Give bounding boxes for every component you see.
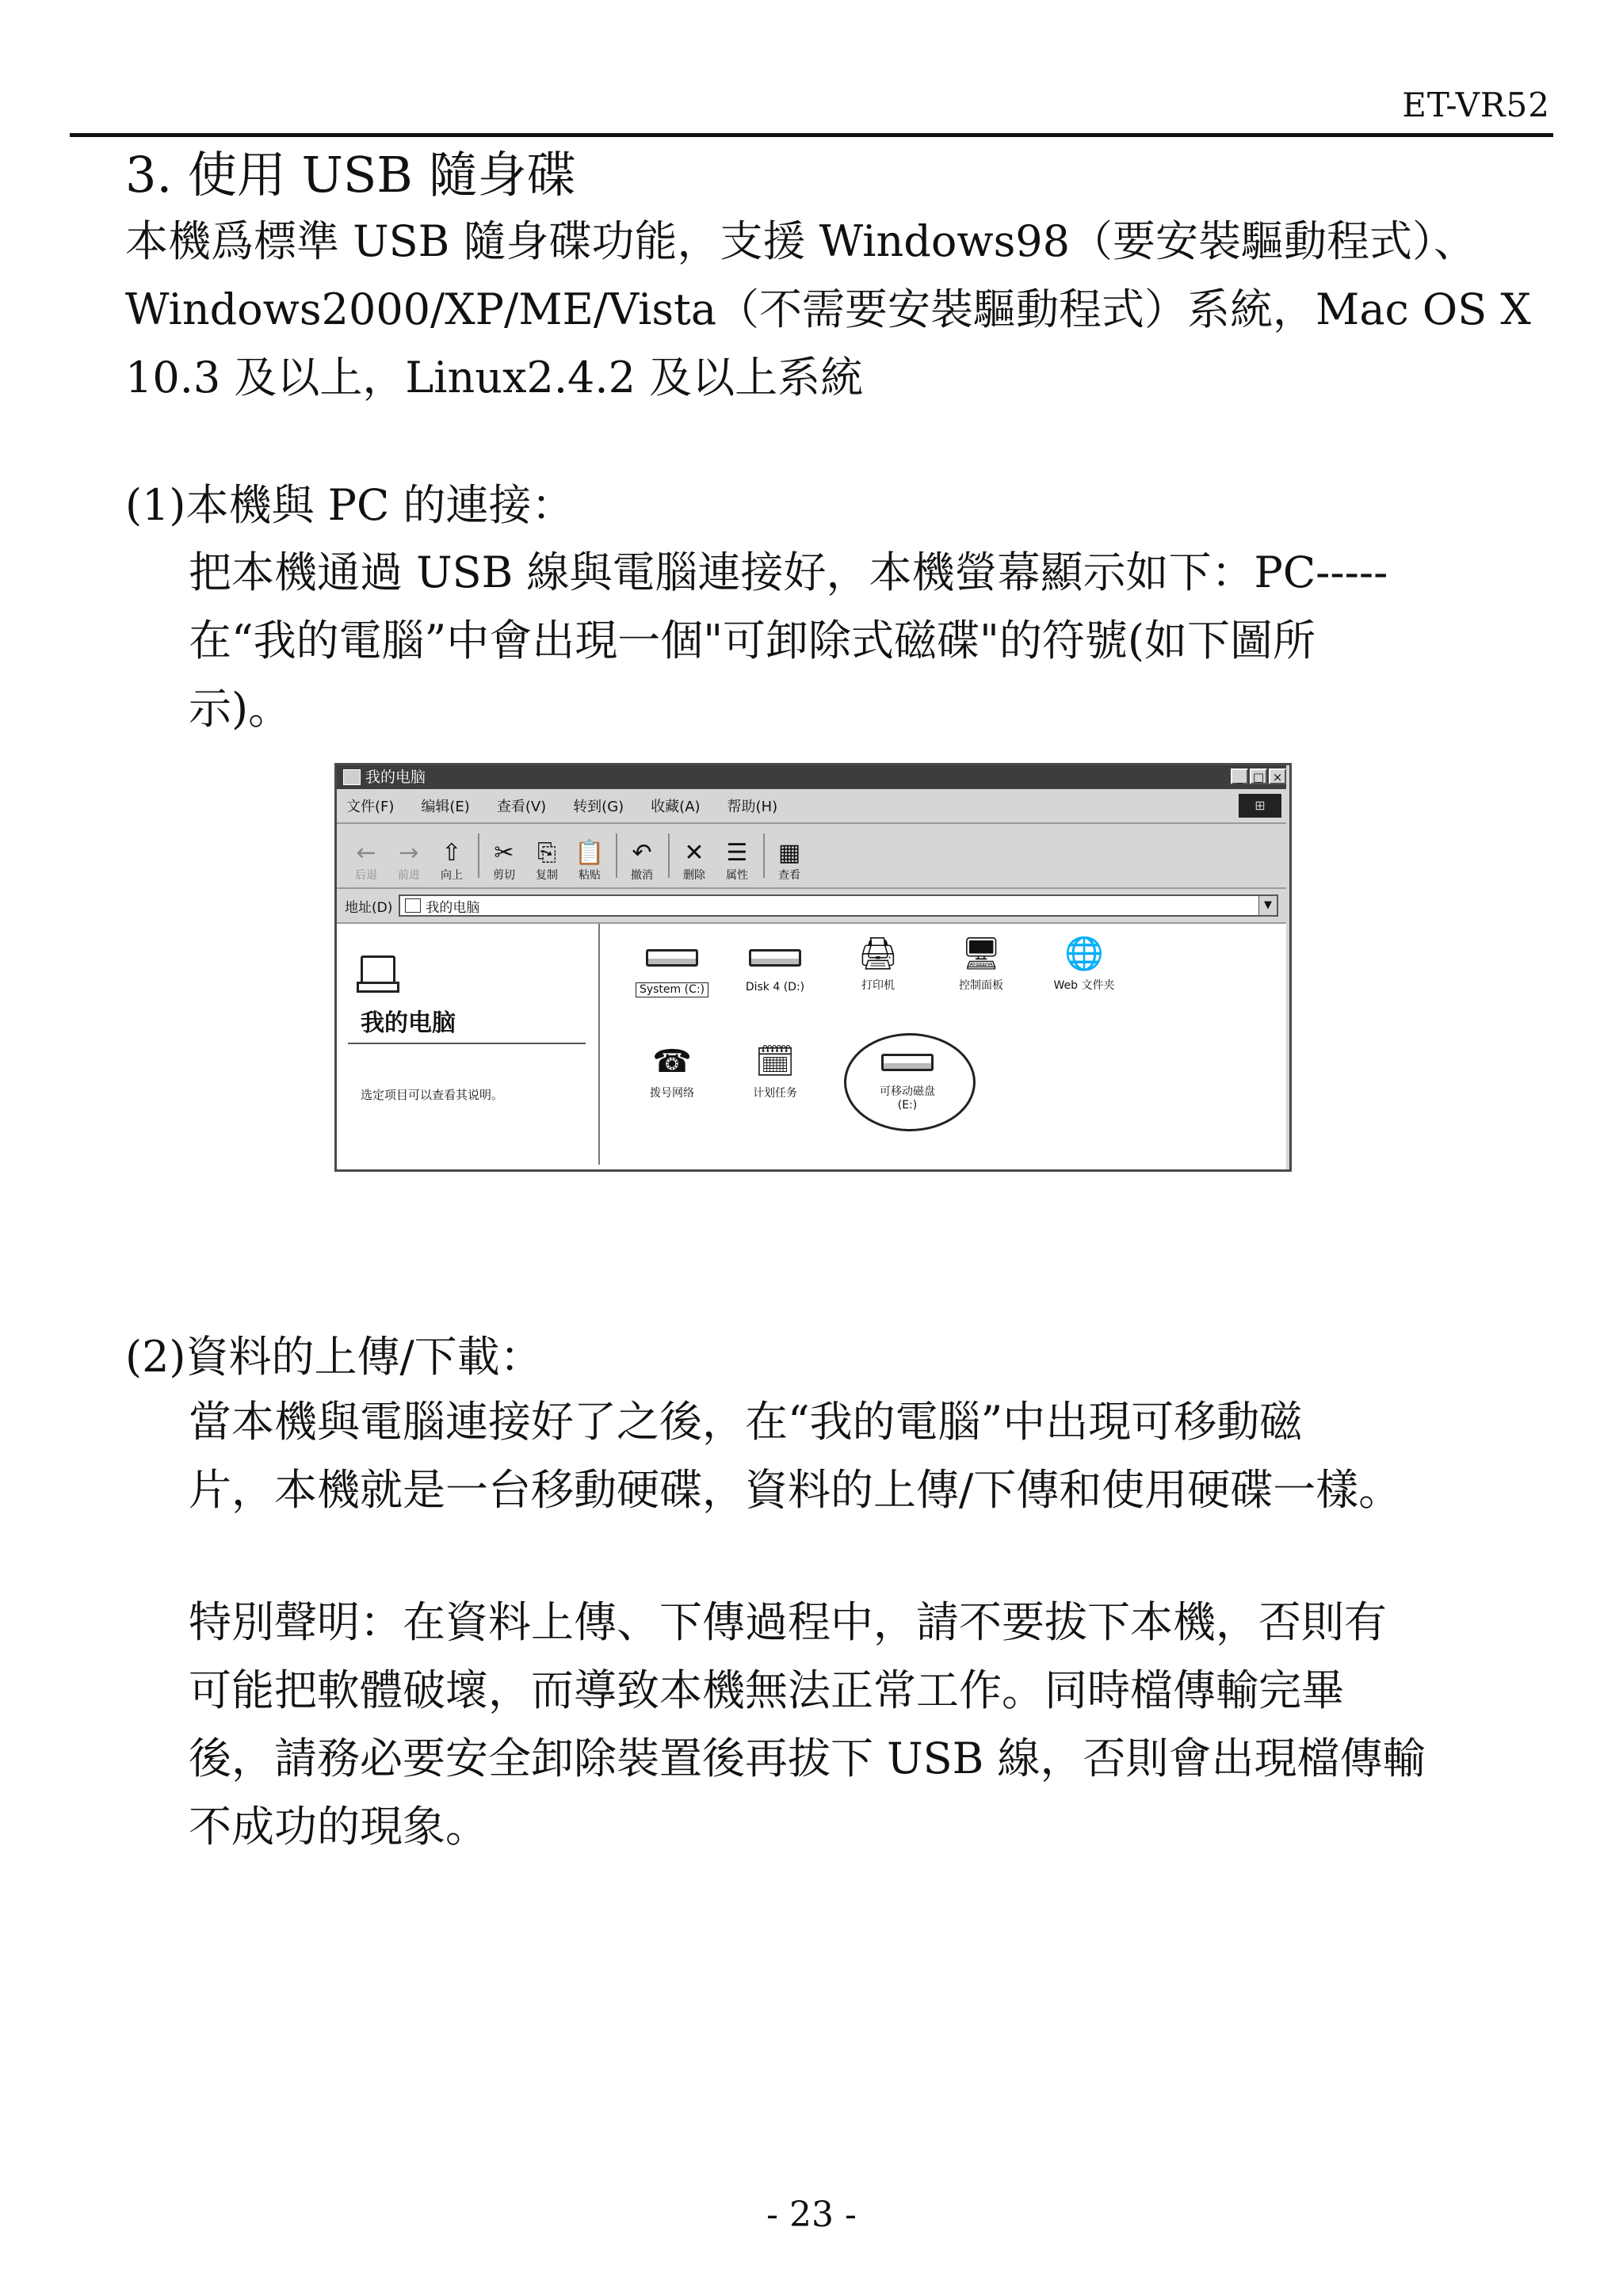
drive-d-label: Disk 4 (D:) [745, 981, 805, 994]
info-panel [337, 924, 600, 1165]
scissors-icon: ✂ [494, 839, 514, 867]
forward-button[interactable] [391, 838, 427, 883]
forward-label: 前进 [398, 869, 420, 882]
printers-item[interactable] [831, 935, 926, 993]
properties-button[interactable] [719, 838, 755, 883]
web-folder-icon: 🌐 [1064, 936, 1104, 972]
copy-icon: ⎘ [537, 839, 556, 867]
toolbar-separator [763, 833, 765, 878]
intro-line: 10.3 及以上，Linux2.4.2 及以上系統 [125, 353, 864, 402]
hard-drive-icon [749, 949, 801, 967]
cut-button[interactable] [486, 838, 522, 883]
notice-line: 不成功的現象。 [189, 1802, 488, 1852]
window-title: 我的电脑 [365, 769, 426, 786]
dial-up-item[interactable] [624, 1043, 720, 1100]
close-button[interactable]: × [1269, 769, 1286, 784]
notice-line: 可能把軟體破壞，而導致本機無法正常工作。同時檔傳輸完畢 [189, 1665, 1344, 1715]
menu-go[interactable]: 转到(G) [573, 799, 624, 815]
step2-line: 當本機與電腦連接好了之後，在“我的電腦”中出現可移動磁 [189, 1397, 1303, 1447]
scheduled-tasks-item[interactable] [727, 1043, 823, 1100]
menu-help[interactable]: 帮助(H) [727, 799, 778, 815]
toolbar-separator [478, 833, 479, 878]
undo-icon: ↶ [632, 839, 652, 867]
my-computer-screenshot [334, 763, 1292, 1172]
window-content [337, 924, 1289, 1165]
address-input[interactable] [399, 894, 1278, 917]
paste-button[interactable] [571, 838, 608, 883]
step1-heading: (1)本機與 PC 的連接： [125, 480, 575, 530]
step2-body [189, 1388, 1401, 1524]
back-label: 后退 [355, 869, 377, 882]
step1-line: 把本機通過 USB 線與電腦連接好，本機螢幕顯示如下：PC----- [189, 547, 1388, 597]
views-grid-icon: ▦ [777, 839, 801, 867]
windows-logo-icon: ⊞ [1239, 794, 1281, 818]
control-panel-item[interactable] [934, 935, 1029, 993]
notice-paragraph [189, 1589, 1426, 1861]
section-title: 3. 使用 USB 隨身碟 [125, 146, 576, 204]
web-folders-label: Web 文件夹 [1053, 979, 1115, 992]
address-label: 地址(D) [345, 899, 393, 916]
computer-icon [361, 955, 395, 984]
removable-disk-letter: (E:) [897, 1099, 918, 1112]
drive-c-item[interactable] [624, 938, 720, 997]
step2-line: 片，本機就是一台移動硬碟，資料的上傳/下傳和使用硬碟一樣。 [189, 1465, 1402, 1515]
header-rule [70, 133, 1553, 137]
toolbar [337, 824, 1289, 889]
panel-title: 我的电脑 [361, 1009, 456, 1037]
step1-line: 示)。 [189, 684, 292, 734]
clipboard-icon: 📋 [575, 839, 605, 867]
panel-description: 选定项目可以查看其说明。 [361, 1088, 504, 1102]
address-bar [337, 889, 1289, 924]
computer-icon [405, 898, 421, 913]
window-edge [1286, 765, 1289, 1169]
chevron-down-icon[interactable]: ▼ [1258, 896, 1277, 915]
printer-icon: 🖨 [857, 936, 899, 972]
undo-button[interactable] [624, 838, 660, 883]
toolbar-separator [668, 833, 670, 878]
printers-label: 打印机 [861, 979, 895, 992]
drive-c-label: System (C:) [636, 982, 708, 997]
up-folder-icon: ⇧ [441, 839, 462, 867]
menu-view[interactable]: 查看(V) [496, 799, 547, 815]
back-button[interactable] [348, 838, 384, 883]
step1-body [189, 539, 1388, 743]
removable-drive-icon [881, 1054, 934, 1071]
window-controls [1229, 769, 1286, 784]
hard-drive-icon [646, 949, 698, 967]
control-panel-label: 控制面板 [959, 979, 1003, 992]
copy-button[interactable] [529, 838, 565, 883]
step1-line: 在“我的電腦”中會出現一個"可卸除式磁碟"的符號(如下圖所 [189, 616, 1316, 666]
delete-label: 删除 [683, 869, 705, 882]
properties-icon: ☰ [726, 839, 748, 867]
step2-heading: (2)資料的上傳/下載： [125, 1332, 543, 1382]
delete-icon: ✕ [684, 839, 705, 867]
toolbar-separator [616, 833, 617, 878]
menu-file[interactable]: 文件(F) [346, 799, 395, 815]
notice-line: 特別聲明：在資料上傳、下傳過程中，請不要拔下本機，否則有 [189, 1597, 1387, 1647]
removable-disk-item[interactable] [860, 1043, 955, 1112]
scheduled-tasks-label: 计划任务 [753, 1087, 797, 1100]
paste-label: 粘贴 [579, 869, 601, 882]
forward-arrow-icon: → [399, 839, 419, 867]
web-folders-item[interactable] [1037, 935, 1132, 993]
views-button[interactable] [771, 838, 808, 883]
intro-line: 本機爲標準 USB 隨身碟功能，支援 Windows98（要安裝驅動程式）、 [125, 216, 1477, 266]
address-value: 我的电脑 [426, 899, 480, 916]
menu-bar [337, 789, 1289, 824]
back-arrow-icon: ← [356, 839, 376, 867]
cut-label: 剪切 [493, 869, 515, 882]
up-button[interactable] [433, 838, 470, 883]
undo-label: 撤消 [631, 869, 653, 882]
removable-disk-label: 可移动磁盘 [880, 1085, 935, 1098]
views-label: 查看 [778, 869, 800, 882]
computer-icon [343, 769, 361, 785]
drive-d-item[interactable] [727, 938, 823, 994]
maximize-button[interactable]: □ [1250, 769, 1267, 784]
calendar-icon: 🗓 [754, 1043, 796, 1080]
page-number: - 23 - [766, 2195, 857, 2235]
panel-divider [348, 1043, 586, 1044]
delete-button[interactable] [676, 838, 712, 883]
notice-line: 後，請務必要安全卸除裝置後再拔下 USB 線，否則會出現檔傳輸 [189, 1733, 1426, 1783]
dial-up-label: 拨号网络 [650, 1087, 694, 1100]
minimize-button[interactable]: _ [1231, 769, 1248, 784]
menu-edit[interactable]: 编辑(E) [421, 799, 470, 815]
dial-up-icon: ☎ [652, 1043, 692, 1080]
control-panel-icon: 🖥 [960, 936, 1002, 972]
menu-favorites[interactable]: 收藏(A) [651, 799, 701, 815]
model-number: ET-VR52 [1402, 86, 1550, 124]
intro-paragraph [125, 208, 1531, 412]
window-titlebar [337, 765, 1289, 789]
intro-line: Windows2000/XP/ME/Vista（不需要安裝驅動程式）系統，Mac OS X [125, 284, 1531, 334]
properties-label: 属性 [726, 869, 748, 882]
up-label: 向上 [441, 869, 463, 882]
copy-label: 复制 [536, 869, 558, 882]
